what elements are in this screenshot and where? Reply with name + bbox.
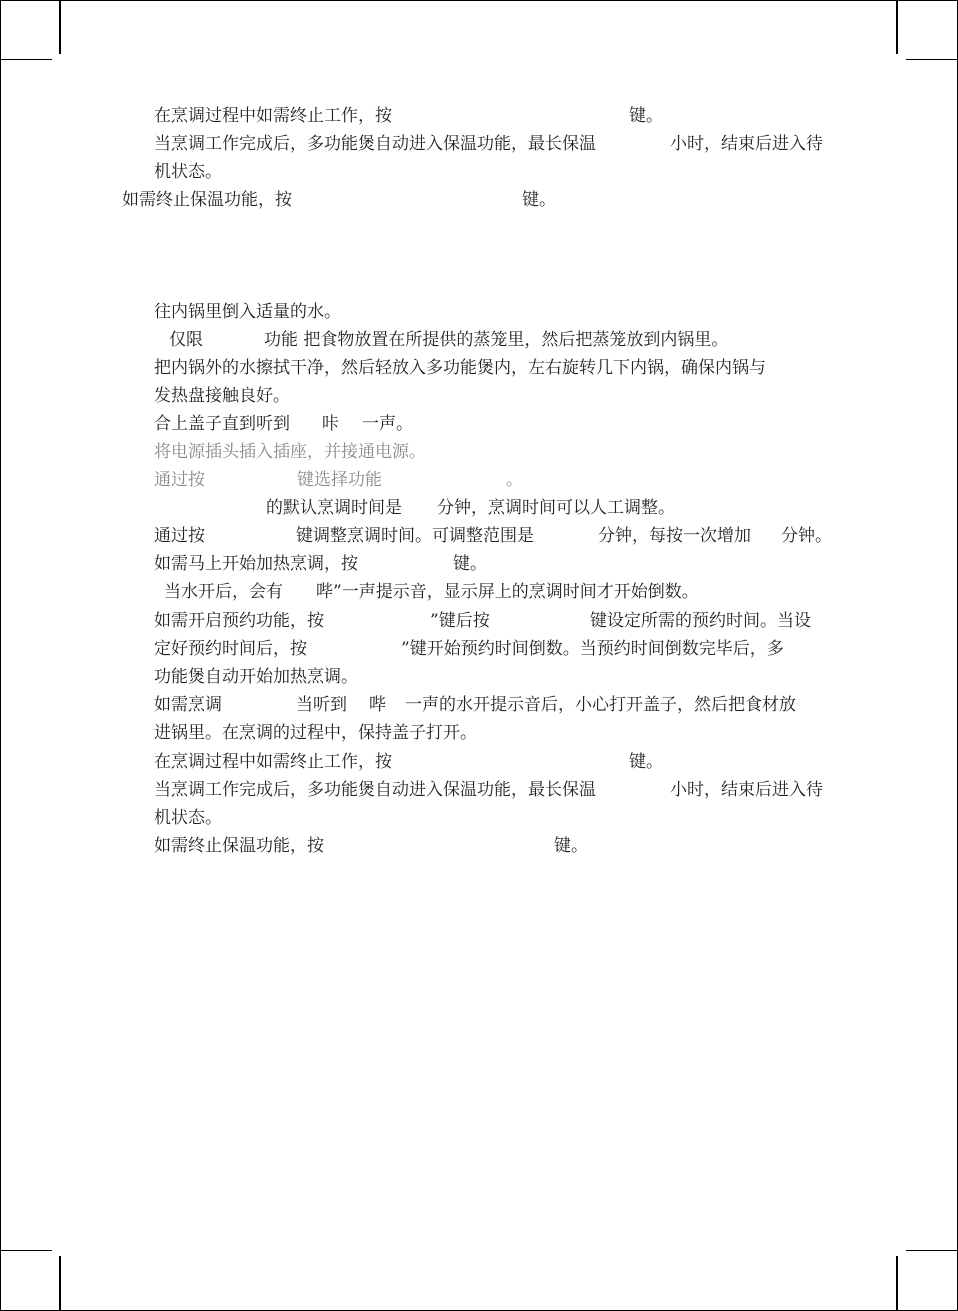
- text-line-4-a: 如需终止保温功能，按: [122, 190, 292, 210]
- text-line-15-a: 当水开后，会有: [164, 582, 283, 602]
- text-line-10: 将电源插头插入插座，并接通电源。: [154, 442, 426, 462]
- text-line-18: 功能煲自动开始加热烹调。: [154, 667, 358, 687]
- text-line-22-b: 小时，结束后进入待: [670, 780, 823, 800]
- crop-mark-top-left-v: [59, 0, 61, 54]
- text-line-2-a: 当烹调工作完成后，多功能煲自动进入保温功能，最长保温: [154, 134, 596, 154]
- text-line-17-b: ”键开始预约时间倒数。当预约时间倒数完毕后，多: [401, 639, 784, 659]
- crop-mark-bottom-right-h: [906, 1250, 958, 1251]
- crop-mark-top-right-v: [896, 0, 898, 54]
- text-line-1-a: 在烹调过程中如需终止工作，按: [154, 106, 392, 126]
- text-line-8: 发热盘接触良好。: [154, 386, 290, 406]
- text-line-12-a: 的默认烹调时间是: [266, 498, 402, 518]
- text-line-2-b: 小时，结束后进入待: [670, 134, 823, 154]
- text-line-11-a: 通过按: [154, 470, 205, 490]
- text-line-19-c: 哔: [369, 695, 386, 715]
- text-line-11-b: 键选择功能: [297, 470, 382, 490]
- text-line-21-b: 键。: [629, 752, 663, 772]
- text-line-15-b: 哔”一声提示音，显示屏上的烹调时间才开始倒数。: [316, 582, 699, 602]
- text-line-13-d: 分钟。: [781, 526, 832, 546]
- text-line-11-c: 。: [506, 470, 523, 490]
- crop-mark-top-right-h: [906, 59, 958, 60]
- text-line-20: 进锅里。在烹调的过程中，保持盖子打开。: [154, 723, 477, 743]
- text-line-16-a: 如需开启预约功能，按: [154, 611, 324, 631]
- crop-mark-bottom-left-v: [59, 1256, 61, 1311]
- text-line-14-b: 键。: [453, 554, 487, 574]
- text-line-23: 机状态。: [154, 808, 222, 828]
- text-line-5: 往内锅里倒入适量的水。: [154, 302, 341, 322]
- crop-mark-bottom-right-v: [896, 1256, 898, 1311]
- text-line-3: 机状态。: [154, 162, 222, 182]
- text-line-6-a: 仅限: [169, 330, 203, 350]
- crop-mark-top-left-h: [0, 59, 52, 60]
- text-line-19-a: 如需烹调: [154, 695, 222, 715]
- text-line-9-c: 一声。: [362, 414, 413, 434]
- text-line-22-a: 当烹调工作完成后，多功能煲自动进入保温功能，最长保温: [154, 780, 596, 800]
- text-line-13-a: 通过按: [154, 526, 205, 546]
- text-line-24-a: 如需终止保温功能，按: [154, 836, 324, 856]
- text-line-6-b: 功能 把食物放置在所提供的蒸笼里，然后把蒸笼放到内锅里。: [264, 330, 729, 350]
- text-line-16-b: ”键后按: [430, 611, 490, 631]
- text-line-9-b: 咔: [322, 414, 339, 434]
- text-line-17-a: 定好预约时间后，按: [154, 639, 307, 659]
- text-line-21-a: 在烹调过程中如需终止工作，按: [154, 752, 392, 772]
- text-line-19-b: 当听到: [296, 695, 347, 715]
- text-line-13-b: 键调整烹调时间。可调整范围是: [296, 526, 534, 546]
- text-line-1-b: 键。: [629, 106, 663, 126]
- text-line-4-b: 键。: [522, 190, 556, 210]
- text-line-13-c: 分钟，每按一次增加: [598, 526, 751, 546]
- text-line-9-a: 合上盖子直到听到: [154, 414, 290, 434]
- text-line-19-d: 一声的水开提示音后，小心打开盖子，然后把食材放: [405, 695, 796, 715]
- crop-mark-bottom-left-h: [0, 1250, 52, 1251]
- text-line-16-c: 键设定所需的预约时间。当设: [590, 611, 811, 631]
- text-line-14-a: 如需马上开始加热烹调，按: [154, 554, 358, 574]
- text-line-24-b: 键。: [554, 836, 588, 856]
- text-line-12-b: 分钟，烹调时间可以人工调整。: [437, 498, 675, 518]
- text-line-7: 把内锅外的水擦拭干净，然后轻放入多功能煲内，左右旋转几下内锅，确保内锅与: [154, 358, 766, 378]
